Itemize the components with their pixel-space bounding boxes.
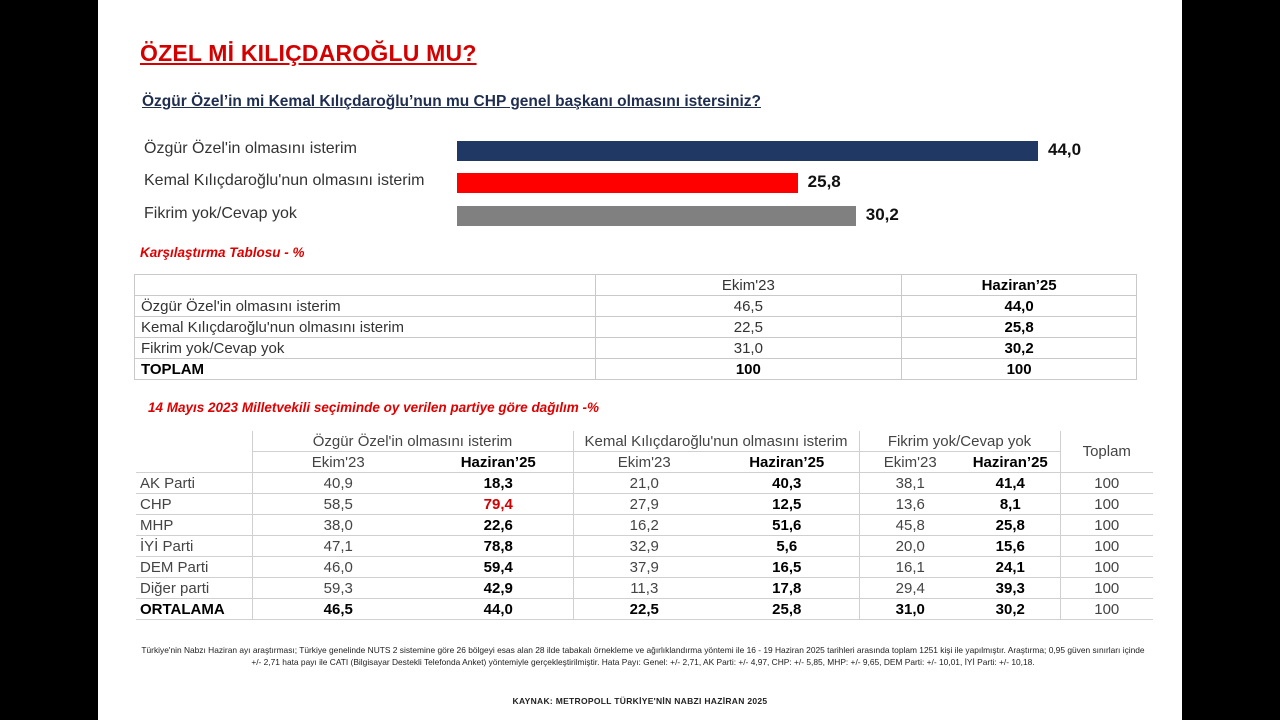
distribution-row-label: ORTALAMA [136,599,252,620]
comparison-row [135,338,1137,359]
comparison-row-label: TOPLAM [135,359,596,380]
comparison-header-row [135,275,1137,296]
comparison-cell-ekim: 22,5 [595,317,902,338]
distribution-cell: 24,1 [961,557,1060,578]
distribution-row [136,557,1153,578]
bar-category-label: Kemal Kılıçdaroğlu'nun olmasını isterim [144,172,425,189]
distribution-cell: 11,3 [573,578,715,599]
distribution-cell: 21,0 [573,473,715,494]
distribution-total-cell: 100 [1060,473,1153,494]
distribution-subheader-row [136,452,1153,473]
distribution-row-label: İYİ Parti [136,536,252,557]
comparison-row-label: Kemal Kılıçdaroğlu'nun olmasını isterim [135,317,596,338]
comparison-row [135,317,1137,338]
distribution-cell: 41,4 [961,473,1060,494]
distribution-subheader: Ekim'23 [573,452,715,473]
distribution-total-cell: 100 [1060,578,1153,599]
comparison-cell-haziran: 25,8 [902,317,1137,338]
distribution-row-label: DEM Parti [136,557,252,578]
distribution-cell: 78,8 [424,536,573,557]
distribution-row-label: CHP [136,494,252,515]
distribution-cell: 79,4 [424,494,573,515]
bar-value-label: 30,2 [865,205,899,224]
comparison-title: Karşılaştırma Tablosu - % [140,245,305,260]
comparison-cell-ekim: 46,5 [595,296,902,317]
distribution-row [136,578,1153,599]
distribution-cell: 31,0 [859,599,961,620]
distribution-cell: 17,8 [715,578,859,599]
distribution-cell: 18,3 [424,473,573,494]
bar-value-label: 25,8 [807,172,841,191]
distribution-cell: 13,6 [859,494,961,515]
distribution-cell: 38,1 [859,473,961,494]
bar [457,173,798,193]
distribution-cell: 42,9 [424,578,573,599]
bar [457,141,1038,161]
distribution-cell: 16,1 [859,557,961,578]
distribution-row [136,473,1153,494]
distribution-cell: 58,5 [252,494,424,515]
distribution-cell: 29,4 [859,578,961,599]
distribution-cell: 40,9 [252,473,424,494]
distribution-cell: 5,6 [715,536,859,557]
distribution-group-header-row [136,431,1153,452]
footnote: Türkiye'nin Nabzı Haziran ayı araştırması; Türkiye genelinde NUTS 2 sistemine göre 26 bölgeyi esas alan 28 ilde tabakalı örnekleme ve ağırlıklandırma yöntemi ile 16 - 19 Haziran 2025 tarihleri arasında toplam 1251 kişi ile yapılmıştır. Araştırma; 0,95 güven sınırları içinde +/- 2,71 hata payı ile CATI (Bilgisayar Destekli Telefonda Anket) yöntemiyle gerçekleştirilmiştir. Hata Payı: Genel: +/- 2,71, AK Parti: +/- 4,97, CHP: +/- 5,85, MHP: +/- 9,65, DEM Parti: +/- 10,01, İYİ Parti: +/- 10,18. [141,645,1145,667]
distribution-total-cell: 100 [1060,515,1153,536]
distribution-table [136,431,1153,620]
distribution-row [136,494,1153,515]
comparison-header-haziran: Haziran’25 [902,275,1137,296]
bar-category-label: Fikrim yok/Cevap yok [144,205,297,222]
distribution-cell: 47,1 [252,536,424,557]
bar [457,206,856,226]
comparison-cell-ekim: 31,0 [595,338,902,359]
distribution-cell: 12,5 [715,494,859,515]
bar-value-label: 44,0 [1048,140,1082,159]
distribution-cell: 25,8 [961,515,1060,536]
distribution-total-header: Toplam [1060,431,1153,473]
distribution-cell: 44,0 [424,599,573,620]
survey-question: Özgür Özel’in mi Kemal Kılıçdaroğlu’nun mu CHP genel başkanı olmasını istersiniz? [142,93,761,110]
comparison-row-label: Fikrim yok/Cevap yok [135,338,596,359]
distribution-cell: 51,6 [715,515,859,536]
distribution-subheader: Ekim'23 [859,452,961,473]
distribution-cell: 16,5 [715,557,859,578]
distribution-cell: 20,0 [859,536,961,557]
distribution-cell: 15,6 [961,536,1060,557]
distribution-subheader: Haziran’25 [715,452,859,473]
comparison-total-row [135,359,1137,380]
comparison-cell-haziran: 30,2 [902,338,1137,359]
distribution-average-row [136,599,1153,620]
distribution-group-header: Kemal Kılıçdaroğlu'nun olmasını isterim [573,431,859,452]
bar-category-label: Özgür Özel'in olmasını isterim [144,140,357,157]
comparison-row-label: Özgür Özel'in olmasını isterim [135,296,596,317]
distribution-total-cell: 100 [1060,536,1153,557]
distribution-title: 14 Mayıs 2023 Milletvekili seçiminde oy verilen partiye göre dağılım -% [148,400,599,415]
distribution-cell: 25,8 [715,599,859,620]
distribution-subheader: Haziran’25 [961,452,1060,473]
distribution-total-cell: 100 [1060,557,1153,578]
distribution-cell: 8,1 [961,494,1060,515]
distribution-row [136,536,1153,557]
distribution-row [136,515,1153,536]
distribution-total-cell: 100 [1060,494,1153,515]
distribution-cell: 59,4 [424,557,573,578]
distribution-cell: 39,3 [961,578,1060,599]
distribution-cell: 46,0 [252,557,424,578]
distribution-subheader: Haziran’25 [424,452,573,473]
comparison-row [135,296,1137,317]
distribution-cell: 46,5 [252,599,424,620]
distribution-cell: 27,9 [573,494,715,515]
comparison-cell-haziran: 100 [902,359,1137,380]
source-note: KAYNAK: METROPOLL TÜRKİYE'NİN NABZI HAZİRAN 2025 [512,696,768,706]
comparison-header-ekim: Ekim'23 [595,275,902,296]
distribution-total-cell: 100 [1060,599,1153,620]
distribution-cell: 32,9 [573,536,715,557]
distribution-cell: 38,0 [252,515,424,536]
distribution-cell: 22,5 [573,599,715,620]
distribution-group-header: Fikrim yok/Cevap yok [859,431,1060,452]
comparison-cell-haziran: 44,0 [902,296,1137,317]
distribution-row-label: Diğer parti [136,578,252,599]
distribution-cell: 59,3 [252,578,424,599]
distribution-cell: 30,2 [961,599,1060,620]
distribution-row-label: AK Parti [136,473,252,494]
page-title: ÖZEL Mİ KILIÇDAROĞLU MU? [140,40,477,66]
distribution-cell: 37,9 [573,557,715,578]
distribution-cell: 22,6 [424,515,573,536]
distribution-subheader: Ekim'23 [252,452,424,473]
bar-chart [98,0,1182,240]
slide [98,0,1182,720]
distribution-header-empty [136,431,252,473]
distribution-cell: 16,2 [573,515,715,536]
distribution-group-header: Özgür Özel'in olmasını isterim [252,431,573,452]
comparison-table [134,274,1137,380]
distribution-row-label: MHP [136,515,252,536]
distribution-cell: 45,8 [859,515,961,536]
comparison-header-empty [135,275,596,296]
distribution-cell: 40,3 [715,473,859,494]
comparison-cell-ekim: 100 [595,359,902,380]
